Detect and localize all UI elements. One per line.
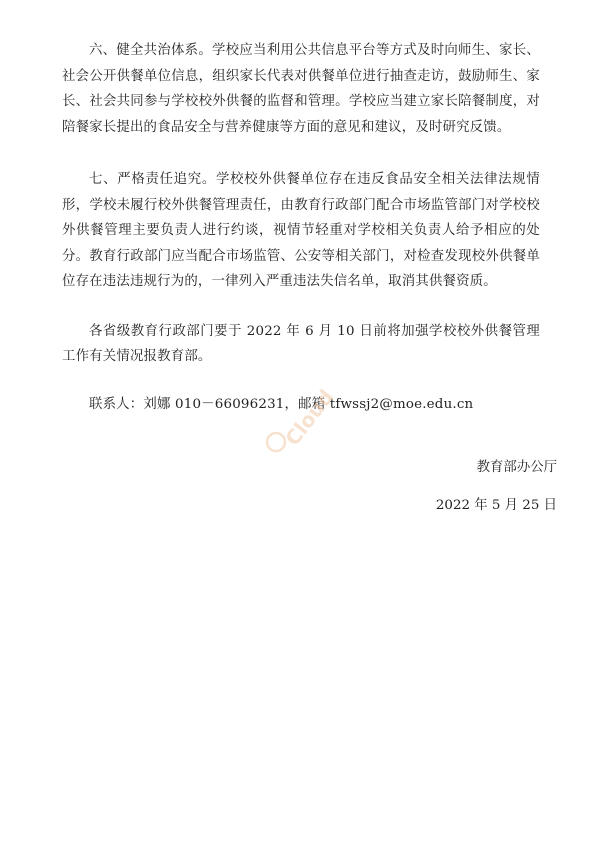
signature-block [436, 458, 557, 516]
contact-line: 联系人：刘娜 010－66096231，邮箱 tfwssj2@moe.edu.cn [89, 396, 474, 412]
paragraph-accountability: 七、严格责任追究。学校校外供餐单位存在违反食品安全相关法律法规情形，学校未履行校外供餐管理责任，由教育行政部门配合市场监管部门对学校校外供餐管理主要负责人进行约谈，视情节轻重对学校相关负责人给予相应的处分。教育行政部门应当配合市场监管、公安等相关部门，对检查发现校外供餐单位存在违法违规行为的，一律列入严重违法失信名单，取消其供餐资质。 [62, 172, 540, 289]
paragraph-reporting-deadline: 各省级教育行政部门要于 2022 年 6 月 10 日前将加强学校校外供餐管理工作有关情况报教育部。 [62, 323, 540, 364]
issuing-organization: 教育部办公厅 [476, 460, 557, 475]
document-body [62, 38, 540, 417]
watermark-text: Cloud [280, 385, 339, 451]
paragraph-co-governance: 六、健全共治体系。学校应当利用公共信息平台等方式及时向师生、家长、社会公开供餐单位信息，组织家长代表对供餐单位进行抽查走访，鼓励师生、家长、社会共同参与学校校外供餐的监督和管理。学校应当建立家长陪餐制度，对陪餐家长提出的食品安全与营养健康等方面的意见和建议，及时研究反馈。 [62, 43, 540, 135]
issue-date: 2022 年 5 月 25 日 [435, 498, 557, 513]
